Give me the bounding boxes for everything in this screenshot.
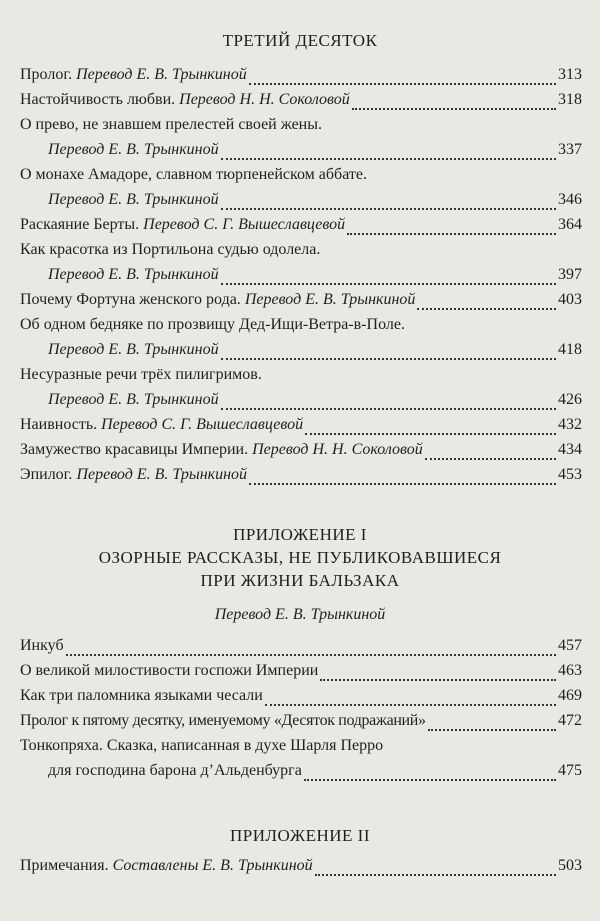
- toc-entry-continuation: Перевод Е. В. Трынкиной 397: [48, 266, 582, 283]
- page-number: 463: [558, 662, 582, 679]
- leader-dots: [249, 483, 556, 485]
- toc-entry: Раскаяние Берты. Перевод С. Г. Вышеславцевой 364: [20, 216, 582, 233]
- leader-dots: [221, 283, 556, 285]
- section-subheading-line-2: ПРИ ЖИЗНИ БАЛЬЗАКА: [200, 571, 400, 590]
- leader-dots: [352, 108, 556, 110]
- toc-entry: Наивность. Перевод С. Г. Вышеславцевой 432: [20, 416, 582, 433]
- toc-entry: Настойчивость любви. Перевод Н. Н. Соколовой 318: [20, 91, 582, 108]
- leader-dots: [249, 83, 556, 85]
- page-number: 469: [558, 687, 582, 704]
- leader-dots: [425, 458, 556, 460]
- toc-entry: О прево, не знавшем прелестей своей жены.: [20, 116, 322, 133]
- toc-entry-continuation: Перевод Е. В. Трынкиной 346: [48, 191, 582, 208]
- toc-entry: Замужество красавицы Империи. Перевод Н. Н. Соколовой 434: [20, 441, 582, 458]
- toc-section-1: [0, 66, 600, 491]
- leader-dots: [66, 654, 556, 656]
- leader-dots: [347, 233, 556, 235]
- toc-entry-continuation: Перевод Е. В. Трынкиной 418: [48, 341, 582, 358]
- page-number: 472: [558, 712, 582, 729]
- page-number: 475: [558, 762, 582, 779]
- leader-dots: [221, 208, 556, 210]
- page-number: 453: [558, 466, 582, 483]
- page-number: 397: [558, 266, 582, 283]
- toc-entry-continuation: Перевод Е. В. Трынкиной 337: [48, 141, 582, 158]
- toc-section-3: [0, 857, 600, 882]
- leader-dots: [265, 704, 556, 706]
- toc-entry: Как три паломника языками чесали 469: [20, 687, 582, 704]
- toc-entry: Тонкопряха. Сказка, написанная в духе Шарля Перро: [20, 737, 384, 754]
- toc-entry: Пролог. Перевод Е. В. Трынкиной 313: [20, 66, 582, 83]
- page-number: 432: [558, 416, 582, 433]
- page-number: 337: [558, 141, 582, 158]
- page-number: 426: [558, 391, 582, 408]
- toc-entry: Пролог к пятому десятку, именуемому «Десяток подражаний» 472: [20, 712, 582, 729]
- toc-entry: Эпилог. Перевод Е. В. Трынкиной 453: [20, 466, 582, 483]
- leader-dots: [304, 779, 556, 781]
- leader-dots: [221, 408, 556, 410]
- leader-dots: [428, 729, 556, 731]
- page-number: 503: [558, 857, 582, 874]
- section-heading-appendix-1: ПРИЛОЖЕНИЕ I: [233, 525, 367, 544]
- leader-dots: [417, 308, 556, 310]
- leader-dots: [221, 358, 556, 360]
- section-subheading-line-1: ОЗОРНЫЕ РАССКАЗЫ, НЕ ПУБЛИКОВАВШИЕСЯ: [98, 548, 502, 567]
- toc-entry: Как красотка из Портильона судью одолела.: [20, 241, 321, 258]
- page-number: 318: [558, 91, 582, 108]
- page-number: 418: [558, 341, 582, 358]
- toc-entry-continuation: Перевод Е. В. Трынкиной 426: [48, 391, 582, 408]
- toc-entry: Несуразные речи трёх пилигримов.: [20, 366, 262, 383]
- leader-dots: [315, 874, 556, 876]
- page-number: 434: [558, 441, 582, 458]
- toc-entry: Примечания. Составлены Е. В. Трынкиной 503: [20, 857, 582, 874]
- toc-section-2: [0, 637, 600, 787]
- leader-dots: [305, 433, 556, 435]
- page-number: 364: [558, 216, 582, 233]
- appendix-1-header: [0, 523, 600, 626]
- section-heading-third-ten: ТРЕТИЙ ДЕСЯТОК: [222, 31, 378, 50]
- toc-entry: Инкуб 457: [20, 637, 582, 654]
- page-number: 403: [558, 291, 582, 308]
- page-number: 313: [558, 66, 582, 83]
- leader-dots: [221, 158, 556, 160]
- leader-dots: [320, 679, 556, 681]
- page-number: 457: [558, 637, 582, 654]
- section-translator-credit: Перевод Е. В. Трынкиной: [214, 606, 386, 623]
- toc-entry: О великой милостивости госпожи Империи 463: [20, 662, 582, 679]
- toc-entry: Почему Фортуна женского рода. Перевод Е. В. Трынкиной 403: [20, 291, 582, 308]
- toc-entry: Об одном бедняке по прозвищу Дед-Ищи-Ветра-в-Поле.: [20, 316, 405, 333]
- section-heading-appendix-2: ПРИЛОЖЕНИЕ II: [229, 826, 371, 845]
- toc-entry: О монахе Амадоре, славном тюрпенейском аббате.: [20, 166, 367, 183]
- toc-entry-continuation: для господина барона д’Альденбурга 475: [48, 762, 582, 779]
- page-number: 346: [558, 191, 582, 208]
